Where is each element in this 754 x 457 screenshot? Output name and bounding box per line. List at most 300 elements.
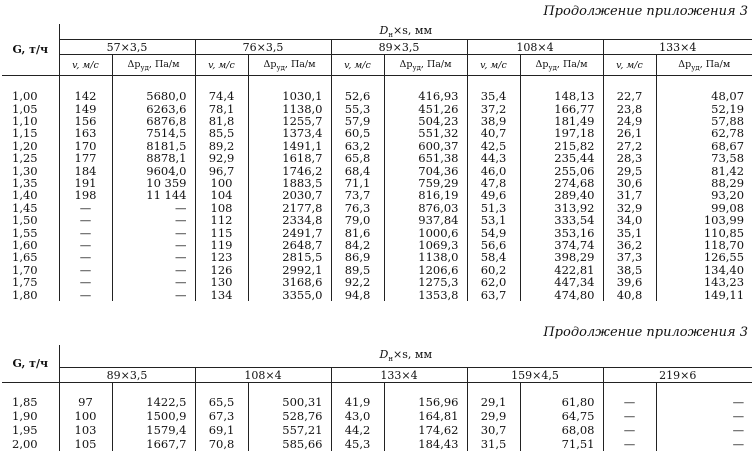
velocity-cell: 89,2 bbox=[195, 140, 248, 152]
pressure-loss-cell: 2030,7 bbox=[248, 189, 331, 201]
pressure-loss-cell: — bbox=[112, 276, 195, 288]
velocity-cell: — bbox=[59, 276, 112, 288]
velocity-header: v, м/с bbox=[195, 55, 248, 76]
velocity-cell: 104 bbox=[195, 189, 248, 201]
velocity-cell: 85,5 bbox=[195, 127, 248, 139]
velocity-cell: 86,9 bbox=[331, 251, 384, 263]
pressure-loss-cell: 1491,1 bbox=[248, 140, 331, 152]
velocity-cell: 46,0 bbox=[467, 165, 520, 177]
spacer-cell bbox=[331, 76, 384, 91]
pressure-loss-cell: 651,38 bbox=[384, 152, 467, 164]
pressure-loss-cell: 1373,4 bbox=[248, 127, 331, 139]
velocity-cell: 40,7 bbox=[467, 127, 520, 139]
hydraulic-table-lower bbox=[2, 345, 752, 451]
pressure-loss-cell: — bbox=[112, 251, 195, 263]
flow-rate-cell: 1,55 bbox=[12, 226, 38, 240]
pressure-loss-cell: 447,34 bbox=[520, 276, 603, 288]
pressure-loss-cell: — bbox=[656, 409, 752, 423]
pressure-loss-cell: 88,29 bbox=[656, 177, 752, 189]
pipe-size-header: 89×3,5 bbox=[331, 40, 467, 55]
velocity-cell: 65,5 bbox=[195, 395, 248, 409]
velocity-cell: 53,1 bbox=[467, 214, 520, 226]
flow-rate-cell: 1,25 bbox=[12, 152, 38, 165]
flow-rate-cell: 1,40 bbox=[12, 189, 38, 202]
pressure-loss-cell: 2491,7 bbox=[248, 227, 331, 239]
pressure-loss-cell: — bbox=[656, 437, 752, 451]
pressure-loss-cell: 10 359 bbox=[112, 177, 195, 189]
spacer-cell bbox=[656, 383, 752, 396]
velocity-cell: 42,5 bbox=[467, 140, 520, 152]
flow-rate-cell: 1,60 bbox=[12, 239, 38, 252]
pressure-loss-cell: — bbox=[112, 239, 195, 251]
velocity-cell: — bbox=[59, 251, 112, 263]
flow-rate-cell: 1,20 bbox=[12, 139, 38, 153]
velocity-cell: 96,7 bbox=[195, 165, 248, 177]
velocity-cell: 49,6 bbox=[467, 189, 520, 201]
velocity-cell: 31,7 bbox=[603, 189, 656, 201]
velocity-cell: 70,8 bbox=[195, 437, 248, 451]
pressure-loss-cell: 3168,6 bbox=[248, 276, 331, 288]
velocity-cell: 27,2 bbox=[603, 140, 656, 152]
pressure-loss-cell: 68,08 bbox=[520, 423, 603, 437]
flow-rate-cell: 1,05 bbox=[12, 102, 38, 115]
velocity-cell: 142 bbox=[59, 90, 112, 102]
flow-rate-cell: 2,00 bbox=[12, 437, 38, 451]
hydraulic-table-upper bbox=[2, 24, 752, 301]
velocity-cell: 62,0 bbox=[467, 276, 520, 288]
spacer-cell bbox=[603, 383, 656, 396]
velocity-cell: — bbox=[603, 423, 656, 437]
velocity-cell: 112 bbox=[195, 214, 248, 226]
velocity-cell: 69,1 bbox=[195, 423, 248, 437]
pressure-loss-cell: 181,49 bbox=[520, 115, 603, 127]
table-row bbox=[2, 423, 752, 437]
velocity-cell: 103 bbox=[59, 423, 112, 437]
flow-rate-cell: 1,70 bbox=[12, 263, 38, 277]
flow-rate-cell: 1,80 bbox=[12, 288, 38, 302]
pressure-loss-cell: 5680,0 bbox=[112, 90, 195, 102]
velocity-cell: 134 bbox=[195, 289, 248, 301]
velocity-cell: 35,1 bbox=[603, 227, 656, 239]
table-row bbox=[2, 90, 752, 102]
velocity-cell: 115 bbox=[195, 227, 248, 239]
pressure-loss-cell: 166,77 bbox=[520, 103, 603, 115]
pressure-loss-cell: 64,75 bbox=[520, 409, 603, 423]
pressure-loss-cell: 149,11 bbox=[656, 289, 752, 301]
pressure-loss-cell: 704,36 bbox=[384, 165, 467, 177]
pressure-loss-cell: 551,32 bbox=[384, 127, 467, 139]
pipe-size-header: 57×3,5 bbox=[59, 40, 195, 55]
velocity-cell: 24,9 bbox=[603, 115, 656, 127]
velocity-cell: 126 bbox=[195, 264, 248, 276]
pressure-loss-cell: — bbox=[112, 202, 195, 214]
velocity-cell: 36,2 bbox=[603, 239, 656, 251]
pressure-loss-cell: 1206,6 bbox=[384, 264, 467, 276]
table-row bbox=[2, 127, 752, 139]
pressure-loss-cell: 215,82 bbox=[520, 140, 603, 152]
velocity-cell: 47,8 bbox=[467, 177, 520, 189]
pressure-loss-cell: 585,66 bbox=[248, 437, 331, 451]
velocity-cell: 38,5 bbox=[603, 264, 656, 276]
flow-rate-cell: 1,10 bbox=[12, 115, 38, 128]
pressure-loss-cell: 93,20 bbox=[656, 189, 752, 201]
table-row bbox=[2, 227, 752, 239]
pressure-loss-cell: 73,58 bbox=[656, 152, 752, 164]
velocity-cell: 37,3 bbox=[603, 251, 656, 263]
velocity-cell: 44,2 bbox=[331, 423, 384, 437]
pressure-loss-cell: 416,93 bbox=[384, 90, 467, 102]
velocity-cell: 39,6 bbox=[603, 276, 656, 288]
spacer-cell bbox=[384, 383, 467, 396]
velocity-cell: 163 bbox=[59, 127, 112, 139]
pressure-loss-cell: 81,42 bbox=[656, 165, 752, 177]
pipe-size-header: 76×3,5 bbox=[195, 40, 331, 55]
velocity-cell: — bbox=[59, 227, 112, 239]
pressure-loss-header: $\Delta p_{уд}$, Па/м bbox=[656, 55, 752, 76]
velocity-cell: 100 bbox=[59, 409, 112, 423]
flow-rate-cell: 1,15 bbox=[12, 127, 38, 140]
pressure-loss-cell: — bbox=[112, 227, 195, 239]
velocity-cell: 57,9 bbox=[331, 115, 384, 127]
flow-rate-cell: 1,30 bbox=[12, 164, 38, 178]
diameter-header: $D_н\times s$, мм bbox=[59, 24, 752, 40]
velocity-cell: 156 bbox=[59, 115, 112, 127]
flow-rate-cell: 1,35 bbox=[12, 177, 38, 190]
velocity-cell: 119 bbox=[195, 239, 248, 251]
pressure-loss-cell: — bbox=[112, 214, 195, 226]
table-row bbox=[2, 103, 752, 115]
velocity-cell: 56,6 bbox=[467, 239, 520, 251]
pressure-loss-cell: 1275,3 bbox=[384, 276, 467, 288]
spacer-cell bbox=[656, 76, 752, 91]
velocity-cell: 43,0 bbox=[331, 409, 384, 423]
velocity-cell: 32,9 bbox=[603, 202, 656, 214]
velocity-cell: 45,3 bbox=[331, 437, 384, 451]
pressure-loss-cell: 1138,0 bbox=[248, 103, 331, 115]
pressure-loss-cell: 274,68 bbox=[520, 177, 603, 189]
velocity-cell: 191 bbox=[59, 177, 112, 189]
velocity-header: v, м/с bbox=[603, 55, 656, 76]
table-row bbox=[2, 251, 752, 263]
pressure-loss-cell: 1746,2 bbox=[248, 165, 331, 177]
velocity-cell: 89,5 bbox=[331, 264, 384, 276]
velocity-cell: — bbox=[59, 239, 112, 251]
pressure-loss-cell: 1500,9 bbox=[112, 409, 195, 423]
pressure-loss-cell: 71,51 bbox=[520, 437, 603, 451]
table-row bbox=[2, 264, 752, 276]
spacer-cell bbox=[2, 383, 59, 396]
pressure-loss-cell: 57,88 bbox=[656, 115, 752, 127]
pressure-loss-cell: 9604,0 bbox=[112, 165, 195, 177]
velocity-cell: — bbox=[603, 409, 656, 423]
velocity-cell: 68,4 bbox=[331, 165, 384, 177]
velocity-cell: 63,7 bbox=[467, 289, 520, 301]
pressure-loss-cell: 1138,0 bbox=[384, 251, 467, 263]
spacer-cell bbox=[112, 383, 195, 396]
velocity-cell: 81,6 bbox=[331, 227, 384, 239]
table-row bbox=[2, 276, 752, 288]
pressure-loss-cell: — bbox=[112, 289, 195, 301]
pressure-loss-cell: 118,70 bbox=[656, 239, 752, 251]
velocity-cell: 29,5 bbox=[603, 165, 656, 177]
spacer-cell bbox=[520, 383, 603, 396]
velocity-cell: 38,9 bbox=[467, 115, 520, 127]
velocity-cell: 58,4 bbox=[467, 251, 520, 263]
spacer-cell bbox=[520, 76, 603, 91]
velocity-cell: — bbox=[603, 395, 656, 409]
pipe-size-header: 133×4 bbox=[331, 368, 467, 383]
velocity-cell: 123 bbox=[195, 251, 248, 263]
pipe-size-header: 89×3,5 bbox=[59, 368, 195, 383]
pressure-loss-cell: 1030,1 bbox=[248, 90, 331, 102]
table-row bbox=[2, 140, 752, 152]
pressure-loss-cell: 156,96 bbox=[384, 395, 467, 409]
velocity-cell: 78,1 bbox=[195, 103, 248, 115]
velocity-cell: 30,7 bbox=[467, 423, 520, 437]
velocity-cell: 35,4 bbox=[467, 90, 520, 102]
pressure-loss-cell: 126,55 bbox=[656, 251, 752, 263]
pressure-loss-cell: 235,44 bbox=[520, 152, 603, 164]
pressure-loss-cell: 197,18 bbox=[520, 127, 603, 139]
table-row bbox=[2, 239, 752, 251]
velocity-cell: 41,9 bbox=[331, 395, 384, 409]
pressure-loss-cell: — bbox=[112, 264, 195, 276]
velocity-cell: 84,2 bbox=[331, 239, 384, 251]
table-row bbox=[2, 214, 752, 226]
velocity-cell: — bbox=[603, 437, 656, 451]
velocity-cell: 60,2 bbox=[467, 264, 520, 276]
pressure-loss-cell: 451,26 bbox=[384, 103, 467, 115]
pressure-loss-cell: 1000,6 bbox=[384, 227, 467, 239]
velocity-cell: 149 bbox=[59, 103, 112, 115]
pressure-loss-cell: 1422,5 bbox=[112, 395, 195, 409]
pressure-loss-cell: 8181,5 bbox=[112, 140, 195, 152]
flow-rate-cell: 1,90 bbox=[12, 409, 38, 423]
velocity-cell: 65,8 bbox=[331, 152, 384, 164]
velocity-cell: 31,5 bbox=[467, 437, 520, 451]
spacer-cell bbox=[248, 76, 331, 91]
velocity-cell: 63,2 bbox=[331, 140, 384, 152]
pressure-loss-cell: 11 144 bbox=[112, 189, 195, 201]
velocity-cell: 92,9 bbox=[195, 152, 248, 164]
pressure-loss-cell: 61,80 bbox=[520, 395, 603, 409]
spacer-cell bbox=[248, 383, 331, 396]
spacer-cell bbox=[467, 383, 520, 396]
pressure-loss-cell: 1883,5 bbox=[248, 177, 331, 189]
pressure-loss-cell: 1069,3 bbox=[384, 239, 467, 251]
pressure-loss-cell: 1353,8 bbox=[384, 289, 467, 301]
pressure-loss-cell: 759,29 bbox=[384, 177, 467, 189]
velocity-header: v, м/с bbox=[467, 55, 520, 76]
pressure-loss-cell: 504,23 bbox=[384, 115, 467, 127]
velocity-cell: 73,7 bbox=[331, 189, 384, 201]
pressure-loss-cell: 289,40 bbox=[520, 189, 603, 201]
pipe-size-header: 159×4,5 bbox=[467, 368, 603, 383]
pressure-loss-header: $\Delta p_{уд}$, Па/м bbox=[248, 55, 331, 76]
pipe-size-header: 108×4 bbox=[195, 368, 331, 383]
velocity-cell: 55,3 bbox=[331, 103, 384, 115]
velocity-cell: 198 bbox=[59, 189, 112, 201]
velocity-cell: 67,3 bbox=[195, 409, 248, 423]
pressure-loss-cell: 3355,0 bbox=[248, 289, 331, 301]
flow-rate-cell: 1,50 bbox=[12, 214, 38, 227]
pressure-loss-cell: 148,13 bbox=[520, 90, 603, 102]
pressure-loss-cell: — bbox=[656, 423, 752, 437]
flow-rate-cell: 1,75 bbox=[12, 276, 38, 289]
flow-rate-header: G, т/ч bbox=[2, 24, 59, 76]
diameter-header: $D_н\times s$, мм bbox=[59, 345, 752, 368]
pressure-loss-cell: 52,19 bbox=[656, 103, 752, 115]
velocity-cell: 23,8 bbox=[603, 103, 656, 115]
pressure-loss-cell: 937,84 bbox=[384, 214, 467, 226]
pressure-loss-cell: 134,40 bbox=[656, 264, 752, 276]
velocity-cell: 177 bbox=[59, 152, 112, 164]
continuation-caption-bottom: Продолжение приложения 3 bbox=[543, 325, 748, 340]
pressure-loss-cell: 1667,7 bbox=[112, 437, 195, 451]
flow-rate-cell: 1,45 bbox=[12, 201, 38, 215]
pressure-loss-cell: 2815,5 bbox=[248, 251, 331, 263]
pressure-loss-cell: 333,54 bbox=[520, 214, 603, 226]
spacer-cell bbox=[384, 76, 467, 91]
velocity-cell: 74,4 bbox=[195, 90, 248, 102]
table-row bbox=[2, 165, 752, 177]
flow-rate-cell: 1,65 bbox=[12, 251, 38, 264]
velocity-cell: 54,9 bbox=[467, 227, 520, 239]
pipe-size-header: 219×6 bbox=[603, 368, 752, 383]
flow-rate-cell: 1,00 bbox=[12, 90, 38, 103]
pressure-loss-cell: 313,92 bbox=[520, 202, 603, 214]
pressure-loss-cell: 374,74 bbox=[520, 239, 603, 251]
velocity-cell: 28,3 bbox=[603, 152, 656, 164]
velocity-cell: 92,2 bbox=[331, 276, 384, 288]
pressure-loss-cell: 398,29 bbox=[520, 251, 603, 263]
pressure-loss-cell: 422,81 bbox=[520, 264, 603, 276]
spacer-cell bbox=[195, 383, 248, 396]
flow-rate-cell: 1,95 bbox=[12, 423, 38, 437]
pressure-loss-cell: 876,03 bbox=[384, 202, 467, 214]
velocity-cell: 29,1 bbox=[467, 395, 520, 409]
pressure-loss-cell: 99,08 bbox=[656, 202, 752, 214]
spacer-cell bbox=[59, 76, 112, 91]
pressure-loss-cell: 143,23 bbox=[656, 276, 752, 288]
pressure-loss-cell: 500,31 bbox=[248, 395, 331, 409]
velocity-cell: 22,7 bbox=[603, 90, 656, 102]
velocity-header: v, м/с bbox=[59, 55, 112, 76]
velocity-cell: 105 bbox=[59, 437, 112, 451]
pressure-loss-cell: 353,16 bbox=[520, 227, 603, 239]
table-row bbox=[2, 395, 752, 409]
velocity-cell: 94,8 bbox=[331, 289, 384, 301]
pressure-loss-header: $\Delta p_{уд}$, Па/м bbox=[384, 55, 467, 76]
pressure-loss-cell: 1255,7 bbox=[248, 115, 331, 127]
velocity-cell: 97 bbox=[59, 395, 112, 409]
pressure-loss-header: $\Delta p_{уд}$, Па/м bbox=[520, 55, 603, 76]
spacer-cell bbox=[195, 76, 248, 91]
pressure-loss-cell: 110,85 bbox=[656, 227, 752, 239]
pressure-loss-cell: 600,37 bbox=[384, 140, 467, 152]
spacer-cell bbox=[331, 383, 384, 396]
velocity-cell: — bbox=[59, 214, 112, 226]
velocity-cell: — bbox=[59, 264, 112, 276]
pressure-loss-header: $\Delta p_{уд}$, Па/м bbox=[112, 55, 195, 76]
pressure-loss-cell: 103,99 bbox=[656, 214, 752, 226]
velocity-cell: 51,3 bbox=[467, 202, 520, 214]
spacer-cell bbox=[59, 383, 112, 396]
velocity-cell: 52,6 bbox=[331, 90, 384, 102]
pressure-loss-cell: 8878,1 bbox=[112, 152, 195, 164]
pressure-loss-cell: 68,67 bbox=[656, 140, 752, 152]
pressure-loss-cell: 184,43 bbox=[384, 437, 467, 451]
velocity-cell: 71,1 bbox=[331, 177, 384, 189]
velocity-cell: 100 bbox=[195, 177, 248, 189]
pressure-loss-cell: 2648,7 bbox=[248, 239, 331, 251]
pressure-loss-cell: 2177,8 bbox=[248, 202, 331, 214]
velocity-cell: 29,9 bbox=[467, 409, 520, 423]
pressure-loss-cell: 62,78 bbox=[656, 127, 752, 139]
velocity-cell: 184 bbox=[59, 165, 112, 177]
table-row bbox=[2, 115, 752, 127]
pressure-loss-cell: — bbox=[656, 395, 752, 409]
velocity-cell: 30,6 bbox=[603, 177, 656, 189]
velocity-cell: — bbox=[59, 202, 112, 214]
pressure-loss-cell: 164,81 bbox=[384, 409, 467, 423]
velocity-cell: 81,8 bbox=[195, 115, 248, 127]
velocity-cell: 130 bbox=[195, 276, 248, 288]
spacer-cell bbox=[467, 76, 520, 91]
pipe-size-header: 133×4 bbox=[603, 40, 752, 55]
continuation-caption-top: Продолжение приложения 3 bbox=[543, 4, 748, 19]
table-row bbox=[2, 152, 752, 164]
velocity-cell: — bbox=[59, 289, 112, 301]
pressure-loss-cell: 255,06 bbox=[520, 165, 603, 177]
pressure-loss-cell: 816,19 bbox=[384, 189, 467, 201]
spacer-cell bbox=[603, 76, 656, 91]
velocity-cell: 108 bbox=[195, 202, 248, 214]
velocity-cell: 76,3 bbox=[331, 202, 384, 214]
pressure-loss-cell: 7514,5 bbox=[112, 127, 195, 139]
pressure-loss-cell: 48,07 bbox=[656, 90, 752, 102]
velocity-cell: 34,0 bbox=[603, 214, 656, 226]
velocity-cell: 60,5 bbox=[331, 127, 384, 139]
spacer-cell bbox=[2, 76, 59, 91]
velocity-header: v, м/с bbox=[331, 55, 384, 76]
flow-rate-header: G, т/ч bbox=[2, 345, 59, 383]
spacer-cell bbox=[112, 76, 195, 91]
pressure-loss-cell: 528,76 bbox=[248, 409, 331, 423]
table-row bbox=[2, 189, 752, 201]
pressure-loss-cell: 557,21 bbox=[248, 423, 331, 437]
velocity-cell: 44,3 bbox=[467, 152, 520, 164]
pressure-loss-cell: 2334,8 bbox=[248, 214, 331, 226]
pressure-loss-cell: 1579,4 bbox=[112, 423, 195, 437]
table-row bbox=[2, 289, 752, 301]
velocity-cell: 40,8 bbox=[603, 289, 656, 301]
velocity-cell: 37,2 bbox=[467, 103, 520, 115]
velocity-cell: 79,0 bbox=[331, 214, 384, 226]
table-row bbox=[2, 202, 752, 214]
velocity-cell: 26,1 bbox=[603, 127, 656, 139]
pressure-loss-cell: 474,80 bbox=[520, 289, 603, 301]
table-row bbox=[2, 409, 752, 423]
pressure-loss-cell: 2992,1 bbox=[248, 264, 331, 276]
pipe-size-header: 108×4 bbox=[467, 40, 603, 55]
table-row bbox=[2, 177, 752, 189]
pressure-loss-cell: 1618,7 bbox=[248, 152, 331, 164]
velocity-cell: 170 bbox=[59, 140, 112, 152]
pressure-loss-cell: 6876,8 bbox=[112, 115, 195, 127]
table-row bbox=[2, 437, 752, 451]
pressure-loss-cell: 6263,6 bbox=[112, 103, 195, 115]
